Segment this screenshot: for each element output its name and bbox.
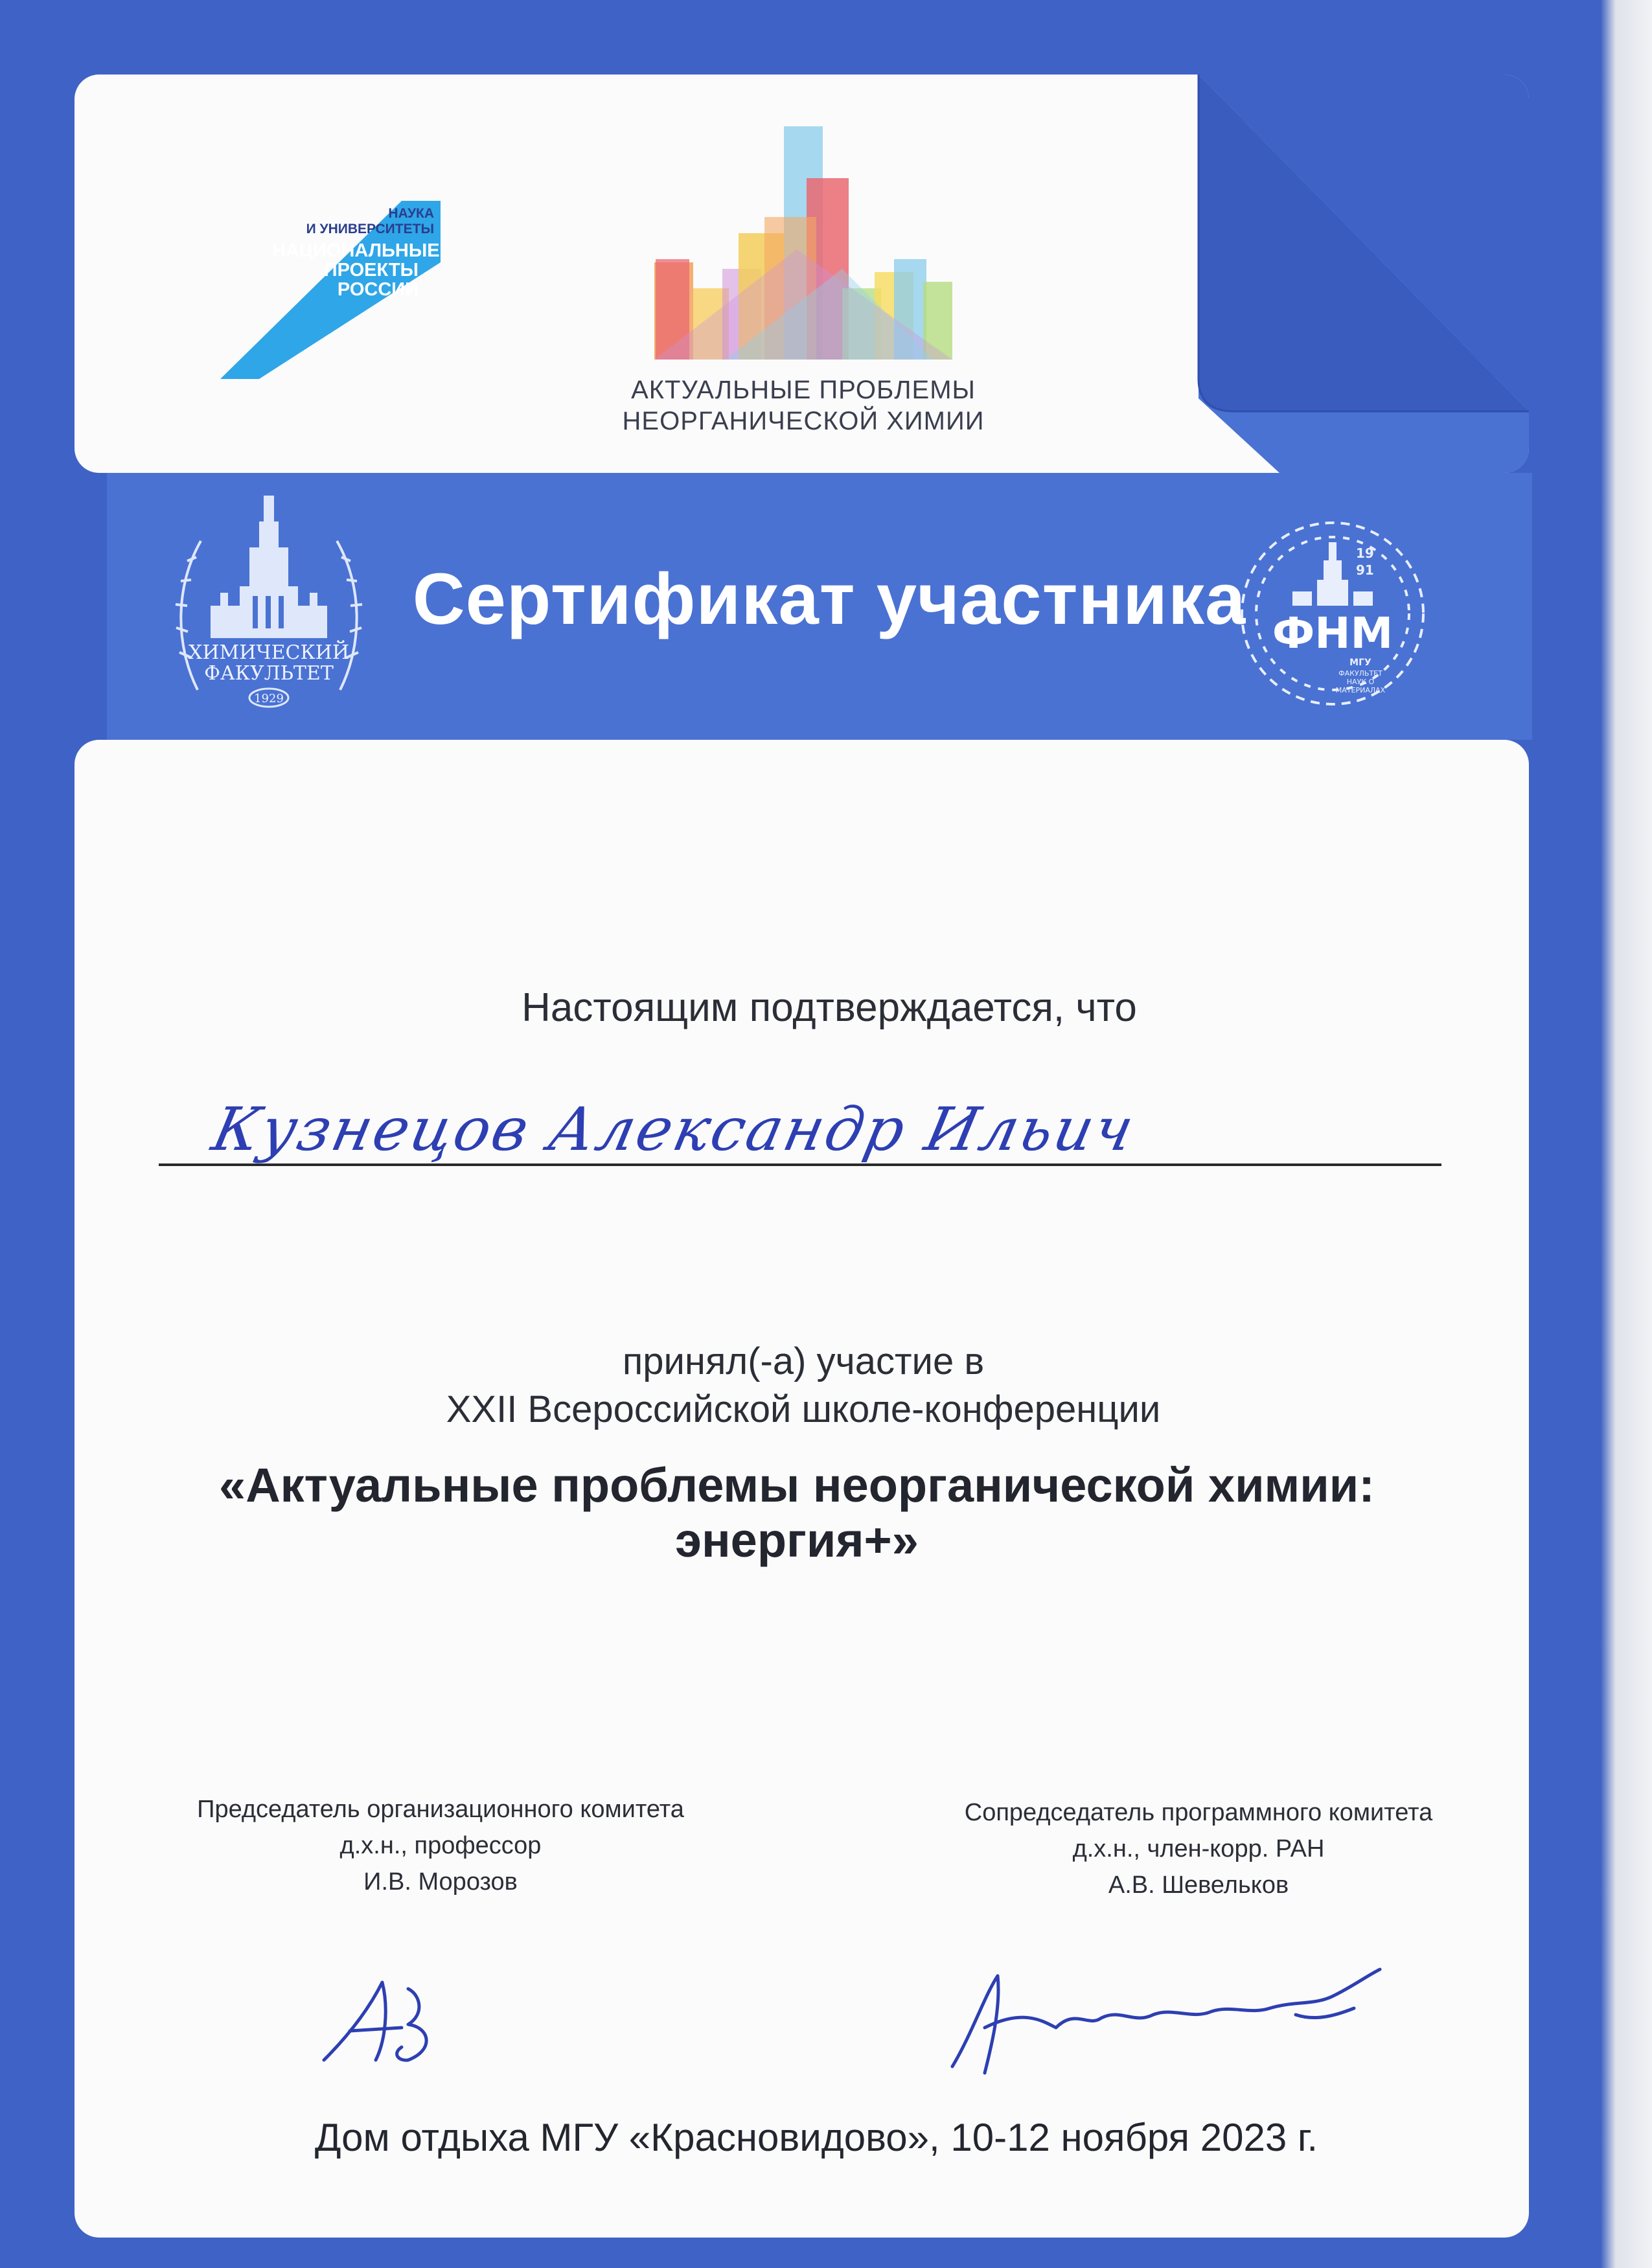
np-logo-text-1: НАУКА [388, 206, 434, 221]
emblem-right-year-bottom: 91 [1356, 562, 1374, 578]
signature-right [946, 1956, 1393, 2086]
scan-edge [1600, 0, 1652, 2268]
signatory-left-degree: д.х.н., профессор [339, 1832, 542, 1859]
name-underline [159, 1163, 1441, 1166]
confirm-text: Настоящим подтверждается, что [522, 985, 1137, 1030]
signatory-right-degree: д.х.н., член-корр. РАН [1072, 1835, 1325, 1862]
footer-venue-date: Дом отдыха МГУ «Красновидово», 10-12 ноября 2023 г. [314, 2116, 1318, 2159]
emblem-right-line4: МАТЕРИАЛАХ [1335, 686, 1386, 694]
conference-logo-title-line1: АКТУАЛЬНЫЕ ПРОБЛЕМЫ [631, 376, 976, 404]
emblem-left-line2: ФАКУЛЬТЕТ [204, 662, 334, 685]
signatory-right-name: А.В. Шевельков [1108, 1872, 1289, 1899]
conference-bars-logo [628, 120, 978, 366]
signatory-left-name: И.В. Морозов [363, 1868, 518, 1896]
conference-name: «Актуальные проблемы неорганической химии: энергия+» [219, 1458, 1375, 1567]
emblem-right-letters: ФНМ [1272, 608, 1394, 658]
np-logo-text-3: НАЦИОНАЛЬНЫЕ [272, 240, 440, 261]
participation-text [233, 1338, 1373, 1434]
emblem-right-line2: ФАКУЛЬТЕТ [1338, 669, 1382, 678]
emblem-left-line1: ХИМИЧЕСКИЙ [189, 641, 349, 664]
signatory-left-role: Председатель организационного комитета [197, 1796, 684, 1823]
chemistry-faculty-emblem [172, 496, 366, 716]
np-logo-text-4: ПРОЕКТЫ [323, 260, 419, 281]
signatory-right [888, 1794, 1509, 1903]
np-logo-text-2: И УНИВЕРСИТЕТЫ [306, 222, 434, 236]
emblem-right-year-top: 19 [1356, 545, 1374, 561]
participation-line2: XXII Всероссийской школе-конференции [446, 1388, 1161, 1430]
signatory-right-role: Сопредседатель программного комитета [964, 1799, 1433, 1826]
emblem-right-line3: НАУК О [1346, 678, 1375, 686]
certificate-title: Сертификат участника [412, 558, 1246, 639]
participant-name-handwritten: Кузнецов Александр Ильич [206, 1095, 1141, 1164]
emblem-left-year: 1929 [254, 692, 284, 705]
conference-logo-title-line2: НЕОРГАНИЧЕСКОЙ ХИМИИ [622, 407, 985, 435]
np-logo-text-5: РОССИИ [337, 279, 419, 300]
conference-logo-title [557, 374, 1050, 437]
participation-line1: принял(-а) участие в [622, 1340, 985, 1382]
emblem-right-line1: МГУ [1349, 658, 1371, 668]
signature-left [311, 1969, 492, 2073]
materials-faculty-emblem [1234, 515, 1432, 713]
signatory-left [130, 1791, 751, 1900]
